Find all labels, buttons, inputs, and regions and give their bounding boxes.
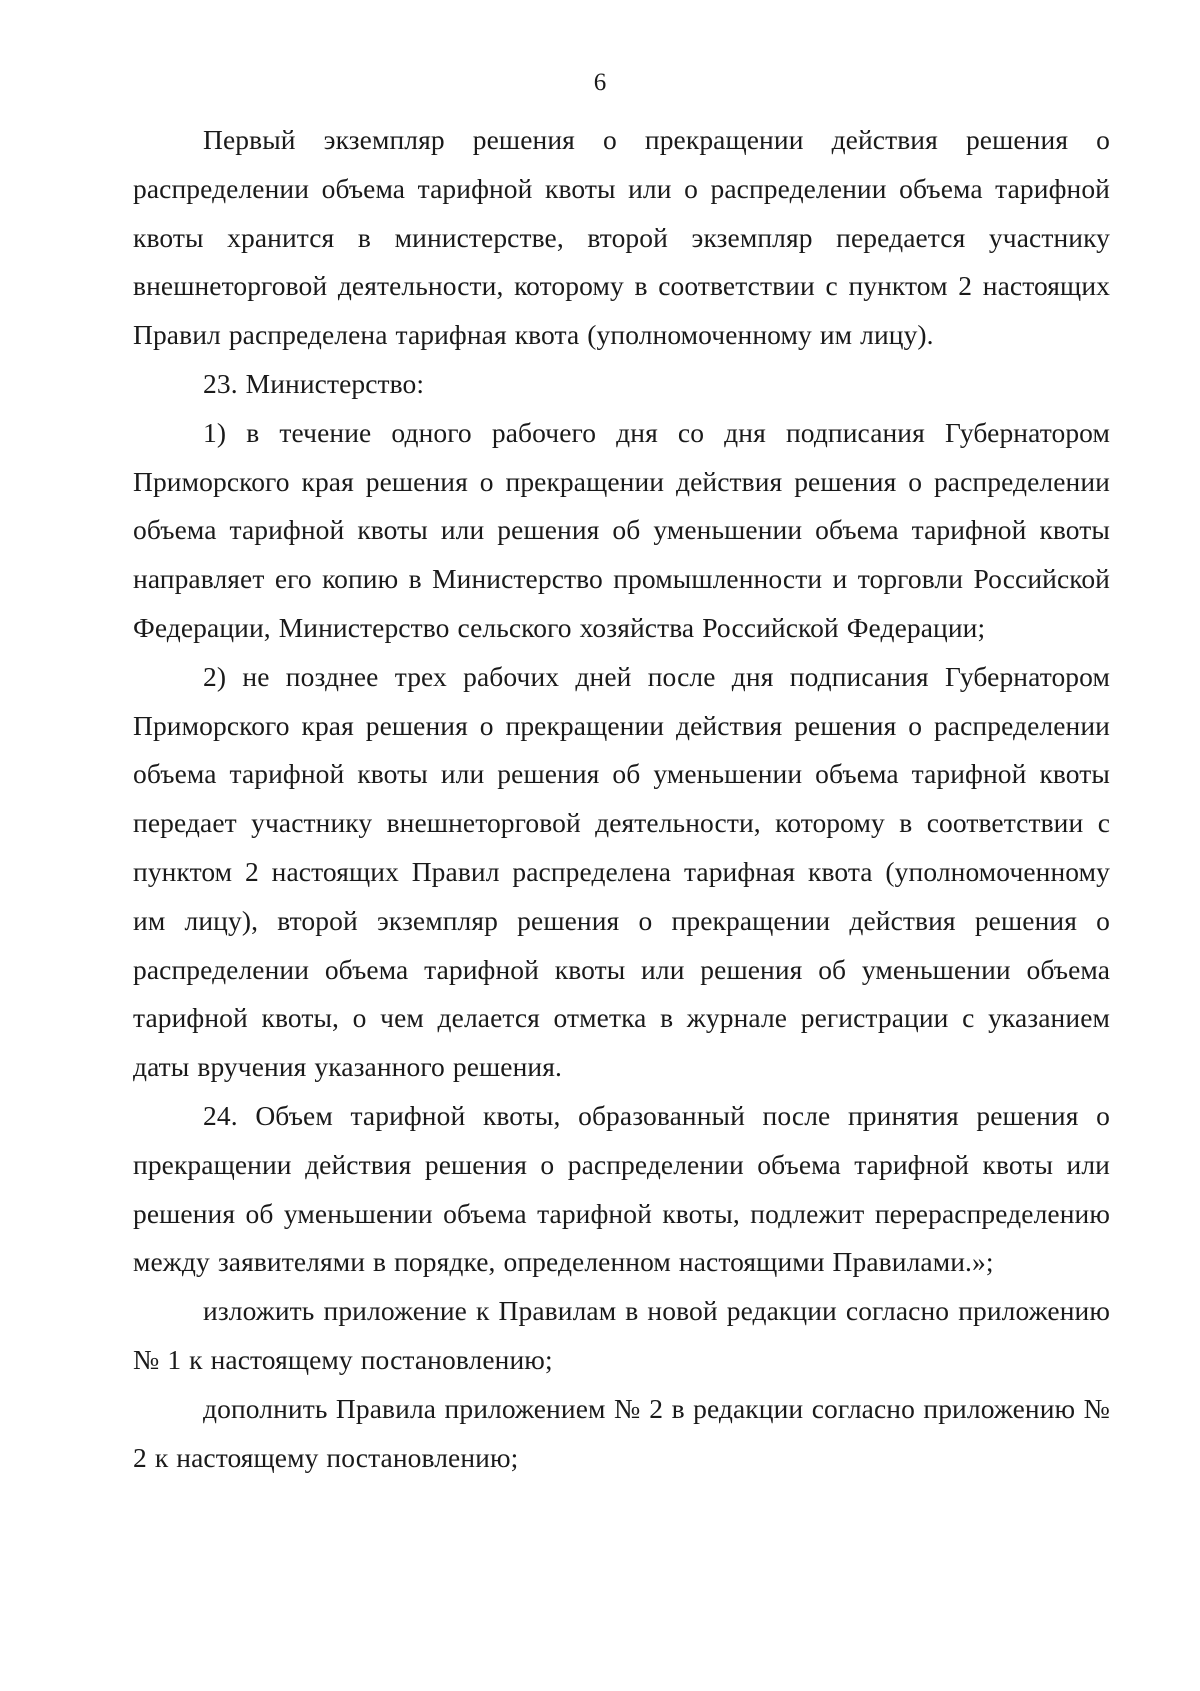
paragraph-23-item-2: 2) не позднее трех рабочих дней после дня подписания Губернатором Приморского края решения о прекращении действия решения о распределении объема тарифной квоты или решения об уменьшении объема тарифной квоты передает участнику внешнеторговой деятельности, которому в соответствии с пунктом 2 настоящих Правил распределена тарифная квота (уполномоченному им лицу), второй экземпляр решения о прекращении действия решения о распределении объема тарифной квоты или решения об уменьшении объема тарифной квоты, о чем делается отметка в журнале регистрации с указанием даты вручения указанного решения. [133, 660, 1110, 1083]
paragraph-add-appendix-2: дополнить Правила приложением № 2 в редакции согласно приложению № 2 к настоящему постановлению; [133, 1392, 1110, 1473]
paragraph-copies-storage: Первый экземпляр решения о прекращении действия решения о распределении объема тарифной квоты или о распределении объема тарифной квоты хранится в министерстве, второй экземпляр передается участнику внешнеторговой деятельности, которому в соответствии с пунктом 2 настоящих Правил распределена тарифная квота (уполномоченному им лицу). [133, 124, 1110, 351]
page-number: 6 [593, 69, 607, 96]
paragraph-23-heading: 23. Министерство: [203, 367, 425, 399]
paragraph-amend-appendix: изложить приложение к Правилам в новой редакции согласно приложению № 1 к настоящему постановлению; [133, 1295, 1110, 1375]
document-body [133, 116, 1110, 1482]
paragraph-24: 24. Объем тарифной квоты, образованный после принятия решения о прекращении действия решения о распределении объема тарифной квоты или решения об уменьшении объема тарифной квоты, подлежит перераспределению между заявителями в порядке, определенном настоящими Правилами.»; [133, 1099, 1110, 1278]
paragraph-23-item-1: 1) в течение одного рабочего дня со дня подписания Губернатором Приморского края решения о прекращении действия решения о распределении объема тарифной квоты или решения об уменьшении объема тарифной квоты направляет его копию в Министерство промышленности и торговли Российской Федерации, Министерство сельского хозяйства Российской Федерации; [133, 416, 1110, 643]
